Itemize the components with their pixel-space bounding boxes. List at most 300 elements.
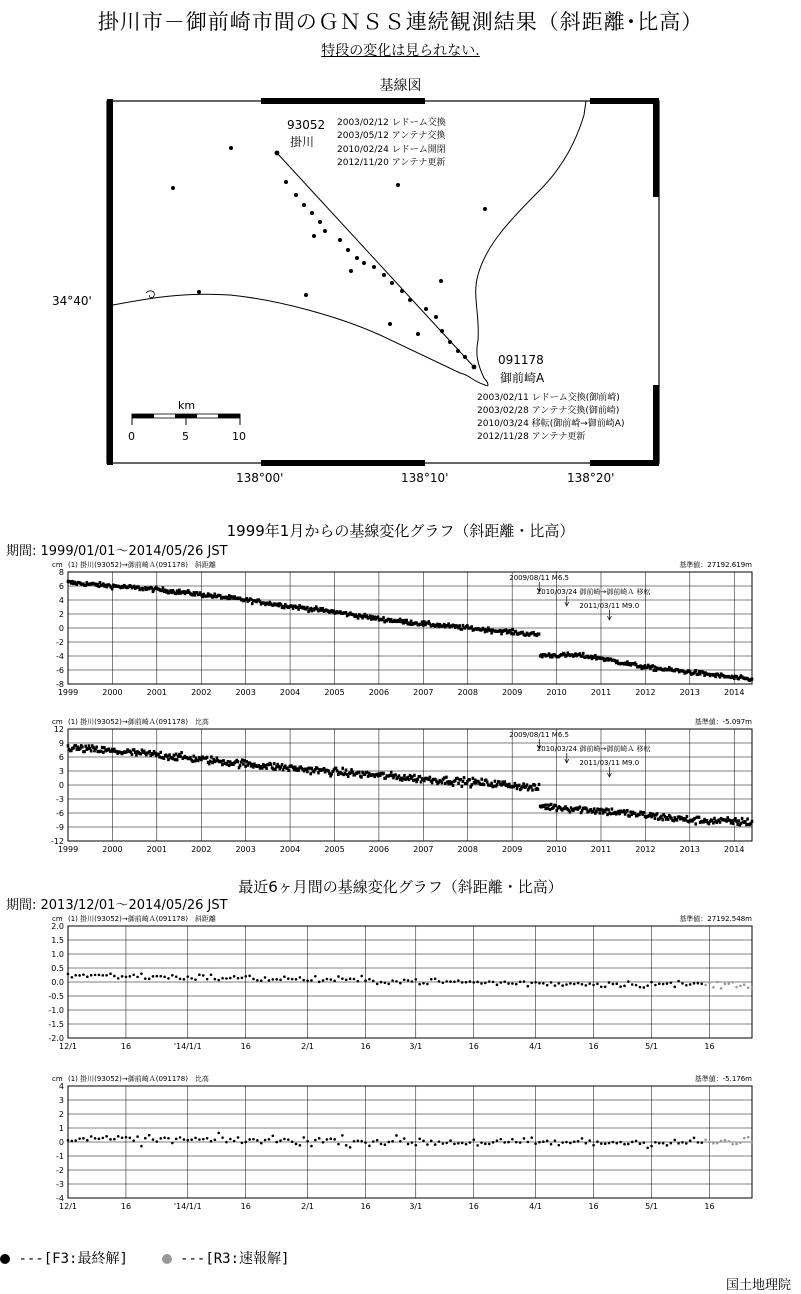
- data-point: [522, 782, 525, 785]
- data-point: [561, 984, 564, 987]
- data-point: [414, 978, 417, 981]
- data-point: [426, 983, 429, 986]
- data-point: [341, 977, 344, 980]
- data-point: [372, 1140, 375, 1143]
- data-point: [251, 602, 254, 605]
- chart-short-height: [0, 1072, 801, 1217]
- y-tick-label: -4: [56, 1194, 64, 1203]
- data-point: [337, 1143, 340, 1146]
- station-dot: [349, 269, 353, 273]
- y-tick-label: 4: [58, 596, 64, 605]
- data-point: [90, 749, 93, 752]
- data-point: [741, 817, 744, 820]
- data-point: [642, 986, 645, 989]
- data-point: [704, 1138, 707, 1141]
- data-point: [452, 784, 455, 787]
- data-point: [538, 632, 541, 635]
- data-point: [295, 978, 298, 981]
- scale-unit: km: [178, 399, 196, 412]
- y-tick-label: 0.5: [51, 964, 64, 973]
- data-point: [391, 979, 394, 982]
- chart-long-distance: [0, 558, 801, 700]
- data-point: [109, 972, 112, 975]
- data-point: [333, 980, 336, 983]
- data-point: [712, 986, 715, 989]
- data-point: [542, 982, 545, 985]
- scale-seg: [132, 414, 154, 418]
- data-point: [712, 1142, 715, 1145]
- data-point: [666, 982, 669, 985]
- data-point: [465, 1143, 468, 1146]
- data-point: [94, 974, 97, 977]
- legend-rapid-dot: [162, 1254, 172, 1264]
- data-point: [598, 811, 601, 814]
- chart-reference: 基準値：-5.176m: [694, 1075, 752, 1083]
- data-point: [438, 980, 441, 983]
- data-point: [241, 976, 244, 979]
- station-dot: [388, 322, 392, 326]
- data-point: [237, 1136, 240, 1139]
- data-point: [434, 977, 437, 980]
- x-tick-label: 2004: [279, 688, 301, 697]
- data-point: [180, 751, 183, 754]
- data-point: [569, 982, 572, 985]
- data-point: [148, 978, 151, 981]
- x-tick-label: 16: [120, 1042, 132, 1051]
- data-point: [310, 1145, 313, 1148]
- x-tick-label: '14/1/1: [173, 1202, 202, 1211]
- data-point: [731, 981, 734, 984]
- data-point: [534, 1142, 537, 1145]
- data-point: [500, 981, 503, 984]
- data-point: [239, 764, 242, 767]
- data-point: [430, 1140, 433, 1143]
- x-tick-label: 12/1: [59, 1042, 77, 1051]
- chart-reference: 基準値：27192.619m: [679, 561, 752, 569]
- data-point: [496, 783, 499, 786]
- data-point: [101, 1137, 104, 1140]
- data-point: [125, 976, 128, 979]
- legend-final-dot: [0, 1254, 10, 1264]
- x-tick-label: 4/1: [529, 1042, 543, 1051]
- x-tick-label: 16: [704, 1042, 715, 1051]
- x-tick-label: 12/1: [59, 1202, 77, 1211]
- data-point: [746, 817, 749, 820]
- data-point: [287, 1138, 290, 1141]
- short-section-title: 最近6ヶ月間の基線変化グラフ（斜距離・比高）: [238, 878, 563, 896]
- data-point: [67, 1139, 70, 1142]
- data-point: [523, 1137, 526, 1140]
- data-point: [81, 745, 84, 748]
- data-point: [697, 982, 700, 985]
- data-point: [724, 1139, 727, 1142]
- data-point: [573, 1140, 576, 1143]
- x-tick-label: 2010: [546, 845, 567, 854]
- data-point: [329, 978, 332, 981]
- data-point: [604, 1142, 607, 1145]
- data-point: [673, 986, 676, 989]
- y-tick-label: 6: [58, 582, 64, 591]
- data-point: [322, 1141, 325, 1144]
- data-point: [306, 1140, 309, 1143]
- data-point: [306, 770, 309, 773]
- data-point: [546, 1140, 549, 1143]
- data-point: [704, 984, 707, 987]
- data-point: [677, 980, 680, 983]
- data-point: [353, 1140, 356, 1143]
- x-tick-label: 16: [468, 1202, 479, 1211]
- long-section-title: 1999年1月からの基線変化グラフ（斜距離・比高）: [226, 522, 575, 540]
- data-point: [202, 1138, 205, 1141]
- data-point: [698, 816, 701, 819]
- data-point: [720, 1140, 723, 1143]
- data-point: [516, 787, 519, 790]
- data-point: [442, 981, 445, 984]
- data-point: [588, 1139, 591, 1142]
- station-dot: [408, 298, 412, 302]
- data-point: [550, 803, 553, 806]
- data-point: [163, 975, 166, 978]
- data-point: [515, 1141, 518, 1144]
- map-border-top-1: [261, 98, 425, 104]
- data-point: [465, 981, 468, 984]
- data-point: [700, 1141, 703, 1144]
- data-point: [333, 1138, 336, 1141]
- data-point: [445, 776, 448, 779]
- station-dot: [400, 289, 404, 293]
- x-tick-label: 2/1: [301, 1042, 315, 1051]
- data-point: [67, 744, 70, 747]
- data-point: [360, 975, 363, 978]
- y-tick-label: 3: [58, 1096, 64, 1105]
- data-point: [140, 1145, 143, 1148]
- data-point: [244, 975, 247, 978]
- x-tick-label: 16: [240, 1042, 251, 1051]
- x-tick-label: 16: [360, 1042, 371, 1051]
- data-point: [136, 976, 139, 979]
- data-point: [159, 751, 162, 754]
- station-dot: [434, 315, 438, 319]
- data-point: [658, 982, 661, 985]
- data-point: [720, 987, 723, 990]
- y-tick-label: 0: [58, 781, 64, 790]
- lon-label: 138°00': [236, 471, 284, 485]
- data-point: [229, 1138, 232, 1141]
- map-border-top-2: [590, 98, 659, 104]
- data-point: [132, 973, 135, 976]
- data-point: [685, 1142, 688, 1145]
- data-point: [442, 1142, 445, 1145]
- data-point: [399, 982, 402, 985]
- data-point: [526, 783, 529, 786]
- data-point: [175, 975, 178, 978]
- data-point: [357, 1139, 360, 1142]
- legend-rapid-label: ---[R3:速報解]: [180, 1251, 290, 1267]
- x-tick-label: 2006: [368, 845, 390, 854]
- data-point: [527, 985, 530, 988]
- data-point: [221, 1136, 224, 1139]
- map-title: 基線図: [379, 78, 422, 94]
- data-point: [283, 975, 286, 978]
- x-tick-label: 16: [468, 1042, 479, 1051]
- data-point: [662, 1142, 665, 1145]
- data-point: [661, 818, 664, 821]
- data-point: [337, 975, 340, 978]
- station-dot: [323, 229, 327, 233]
- data-point: [384, 1143, 387, 1146]
- data-point: [125, 1136, 128, 1139]
- data-point: [403, 774, 406, 777]
- y-tick-label: -12: [50, 837, 64, 846]
- scale-label: 10: [232, 430, 246, 443]
- data-point: [302, 1136, 305, 1139]
- map-border-right-1: [653, 104, 659, 197]
- station-dot: [318, 220, 322, 224]
- data-point: [225, 1141, 228, 1144]
- data-point: [272, 1134, 275, 1137]
- x-tick-label: 2000: [102, 845, 123, 854]
- data-point: [693, 982, 696, 985]
- data-point: [67, 973, 70, 976]
- event-annotation: 2009/08/11 M6.5: [509, 574, 569, 582]
- page-title: 掛川市－御前崎市間のＧＮＳＳ連続観測結果（斜距離･比高）: [97, 10, 704, 34]
- chart-short-distance: [0, 912, 801, 1057]
- x-tick-label: 2014: [724, 845, 745, 854]
- data-point: [694, 669, 697, 672]
- data-point: [470, 625, 473, 628]
- data-point: [565, 983, 568, 986]
- data-point: [341, 767, 344, 770]
- station-dot: [483, 207, 487, 211]
- y-tick-label: 0: [58, 1138, 64, 1147]
- x-tick-label: 5/1: [645, 1202, 658, 1211]
- data-point: [287, 769, 290, 772]
- data-point: [190, 1138, 193, 1141]
- x-tick-label: 2007: [413, 845, 434, 854]
- legend: [0, 1248, 289, 1268]
- data-point: [592, 1144, 595, 1147]
- data-point: [751, 678, 754, 681]
- x-tick-label: 16: [588, 1042, 599, 1051]
- data-point: [265, 767, 268, 770]
- data-point: [387, 983, 390, 986]
- data-point: [631, 1141, 634, 1144]
- data-point: [260, 1142, 263, 1145]
- data-point: [469, 980, 472, 983]
- data-point: [751, 1141, 754, 1144]
- data-point: [608, 1142, 611, 1145]
- data-point: [391, 1140, 394, 1143]
- data-point: [579, 805, 582, 808]
- y-unit-label: cm: [52, 718, 63, 726]
- station-dot: [372, 265, 376, 269]
- scale-label: 5: [182, 430, 189, 443]
- data-point: [322, 979, 325, 982]
- data-point: [376, 1139, 379, 1142]
- data-point: [550, 981, 553, 984]
- data-point: [206, 756, 209, 759]
- data-point: [78, 1137, 81, 1140]
- data-point: [596, 1140, 599, 1143]
- data-point: [681, 1141, 684, 1144]
- data-point: [353, 978, 356, 981]
- chart-header: (1) 掛川(93052)→御前崎Ａ(091178) 斜距離: [68, 915, 216, 923]
- data-point: [314, 975, 317, 978]
- data-point: [309, 772, 312, 775]
- data-point: [148, 1134, 151, 1137]
- y-tick-label: 4: [58, 1082, 64, 1091]
- data-point: [198, 1138, 201, 1141]
- station1-id: 93052: [287, 118, 326, 132]
- data-point: [503, 1141, 506, 1144]
- data-point: [368, 1145, 371, 1148]
- station-dot: [382, 273, 386, 277]
- data-point: [380, 1143, 383, 1146]
- scale-bar: [128, 399, 246, 443]
- data-point: [503, 980, 506, 983]
- data-point: [237, 760, 240, 763]
- data-point: [689, 983, 692, 986]
- data-point: [90, 1135, 93, 1138]
- data-point: [670, 1142, 673, 1145]
- scale-seg: [218, 414, 240, 418]
- data-point: [693, 1137, 696, 1140]
- data-point: [273, 762, 276, 765]
- data-point: [364, 979, 367, 982]
- data-point: [476, 981, 479, 984]
- data-point: [241, 1142, 244, 1145]
- data-point: [743, 983, 746, 986]
- data-point: [281, 763, 284, 766]
- data-point: [252, 978, 255, 981]
- x-tick-label: 16: [704, 1202, 715, 1211]
- data-point: [244, 1141, 247, 1144]
- data-point: [368, 978, 371, 981]
- data-point: [405, 619, 408, 622]
- data-point: [445, 1142, 448, 1145]
- event-annotation: 2010/03/24 御前崎→御前崎Ａ 移転: [536, 745, 651, 753]
- lon-label: 138°10': [401, 471, 449, 485]
- data-point: [268, 1138, 271, 1141]
- map-border-bottom-1: [261, 460, 425, 466]
- data-point: [458, 624, 461, 627]
- data-point: [198, 973, 201, 976]
- data-point: [129, 975, 132, 978]
- x-tick-label: 2013: [679, 845, 700, 854]
- data-point: [751, 987, 754, 990]
- data-point: [418, 983, 421, 986]
- data-point: [318, 981, 321, 984]
- y-tick-label: -1.0: [48, 1006, 64, 1015]
- data-point: [413, 774, 416, 777]
- station2-event: 2003/02/28 アンテナ交換(御前崎): [477, 406, 620, 416]
- data-point: [635, 1140, 638, 1143]
- data-point: [527, 1141, 530, 1144]
- data-point: [214, 1138, 217, 1141]
- data-point: [229, 977, 232, 980]
- data-point: [418, 1138, 421, 1141]
- data-point: [190, 977, 193, 980]
- data-point: [457, 979, 460, 982]
- data-point: [411, 980, 414, 983]
- chart-long-height: [0, 715, 801, 857]
- data-point: [407, 979, 410, 982]
- data-point: [469, 1141, 472, 1144]
- data-point: [237, 977, 240, 980]
- data-point: [461, 981, 464, 984]
- event-annotation: 2010/03/24 御前崎→御前崎Ａ 移転: [536, 588, 651, 596]
- data-point: [94, 1137, 97, 1140]
- data-point: [345, 1144, 348, 1147]
- data-point: [176, 758, 179, 761]
- page-subtitle: [0, 40, 801, 60]
- station-dot: [424, 307, 428, 311]
- data-point: [152, 975, 155, 978]
- island: [146, 291, 154, 298]
- y-unit-label: cm: [52, 561, 63, 569]
- x-tick-label: 2005: [324, 688, 345, 697]
- data-point: [697, 1141, 700, 1144]
- data-point: [646, 984, 649, 987]
- x-tick-label: 2013: [679, 688, 700, 697]
- data-point: [735, 1143, 738, 1146]
- data-point: [582, 652, 585, 655]
- data-point: [445, 980, 448, 983]
- data-point: [577, 1140, 580, 1143]
- data-point: [441, 781, 444, 784]
- data-point: [708, 981, 711, 984]
- data-point: [461, 785, 464, 788]
- data-point: [264, 976, 267, 979]
- data-point: [581, 1137, 584, 1140]
- data-point: [585, 984, 588, 987]
- data-point: [716, 981, 719, 984]
- long-period: 期間: 1999/01/01～2014/05/26 JST: [6, 544, 228, 559]
- data-point: [732, 822, 735, 825]
- data-point: [656, 812, 659, 815]
- data-point: [186, 975, 189, 978]
- x-tick-label: 2007: [413, 688, 434, 697]
- data-point: [390, 771, 393, 774]
- coastline: [113, 101, 586, 386]
- station-dot: [463, 355, 467, 359]
- data-point: [136, 1135, 139, 1138]
- data-point: [472, 1138, 475, 1141]
- data-point: [387, 1141, 390, 1144]
- data-point: [531, 788, 534, 791]
- data-point: [206, 978, 209, 981]
- data-point: [183, 1138, 186, 1141]
- data-point: [662, 983, 665, 986]
- station-dot: [440, 329, 444, 333]
- station-dot: [284, 180, 288, 184]
- data-point: [283, 1138, 286, 1141]
- station2-name: 御前崎A: [500, 371, 545, 385]
- chart-header: (1) 掛川(93052)→御前崎Ａ(091178) 比高: [68, 1075, 209, 1083]
- data-point: [561, 1141, 564, 1144]
- data-point: [573, 983, 576, 986]
- data-point: [129, 1136, 132, 1139]
- data-point: [747, 1136, 750, 1139]
- data-point: [121, 975, 124, 978]
- data-point: [751, 820, 754, 823]
- data-point: [611, 808, 614, 811]
- data-point: [504, 780, 507, 783]
- data-point: [183, 978, 186, 981]
- lon-label: 138°20': [567, 471, 615, 485]
- data-point: [739, 985, 742, 988]
- data-point: [457, 1142, 460, 1145]
